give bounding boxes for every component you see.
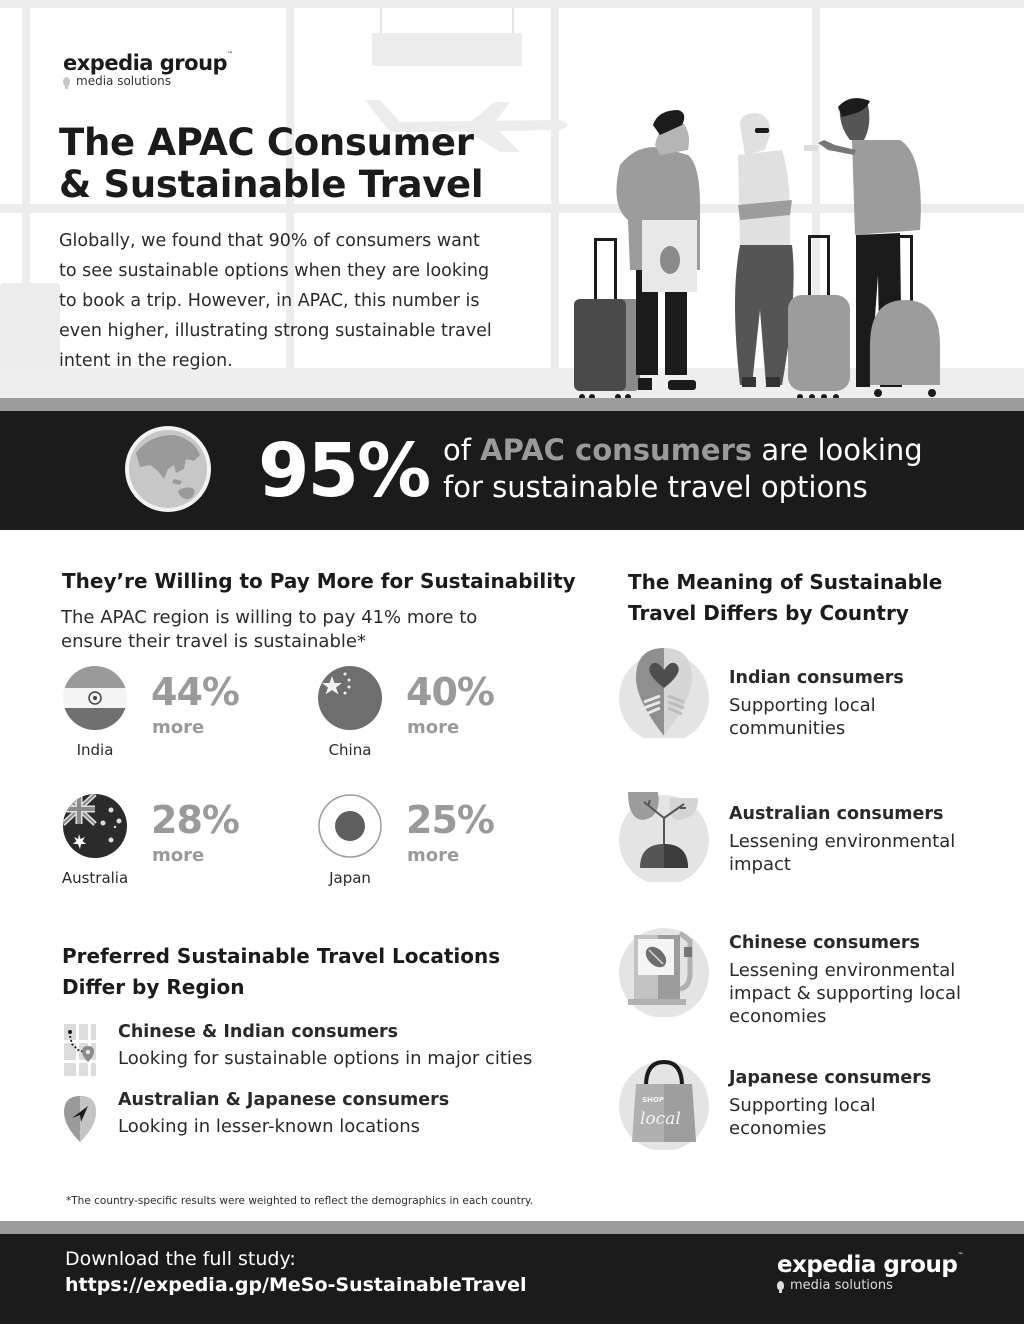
- svg-text:SHOP: SHOP: [642, 1096, 664, 1104]
- travelers-illustration-icon: [560, 95, 960, 398]
- country-stat-india: India 44% more: [63, 666, 313, 766]
- lightbulb-icon: [63, 77, 70, 86]
- logo-sub: media solutions: [777, 1278, 963, 1293]
- study-link[interactable]: https://expedia.gp/MeSo-SustainableTravel: [65, 1274, 527, 1296]
- airport-sign: [372, 33, 522, 66]
- japan-flag-icon: [318, 794, 382, 858]
- intro-text: Globally, we found that 90% of consumers want to see sustainable options when they are looking to book a trip. However, in APAC, this number is even higher, illustrating strong sustainable travel intent in the region.: [59, 231, 492, 371]
- footer: [0, 1234, 1024, 1324]
- sprout-icon: [618, 790, 710, 882]
- shop-local-bag-icon: [618, 1058, 710, 1150]
- footnote: *The country-specific results were weighted to reflect the demographics in each country.: [66, 1195, 534, 1207]
- meaning-heading: The Meaning of Sustainable Travel Differs by Country: [628, 570, 943, 625]
- india-flag-icon: [63, 666, 127, 730]
- logo-brand: expedia group™: [63, 51, 233, 75]
- country-stat-china: China 40% more: [318, 666, 568, 766]
- window-mullion: [551, 0, 559, 398]
- expedia-logo: [777, 1252, 963, 1293]
- stat-value: 95%: [258, 428, 430, 514]
- pct-value: 25%: [406, 798, 494, 842]
- china-flag-icon: [318, 666, 382, 730]
- expedia-logo: [63, 51, 233, 88]
- eco-fuel-pump-icon: [618, 925, 710, 1017]
- location-item: Australian & Japanese consumers Looking in lesser-known locations: [62, 1090, 582, 1146]
- pay-more-heading: They’re Willing to Pay More for Sustainability: [62, 569, 576, 593]
- locations-heading: Preferred Sustainable Travel Locations Differ by Region: [62, 944, 501, 999]
- globe-asia-icon: [124, 425, 212, 513]
- meaning-item: Australian consumers Lessening environmental impact: [618, 790, 1018, 900]
- divider-band: [0, 1221, 1024, 1234]
- australia-flag-icon: [63, 794, 127, 858]
- lightbulb-icon: [777, 1281, 784, 1290]
- meaning-item: SHOP local Japanese consumers Supporting local economies: [618, 1058, 1018, 1168]
- title-line-2: & Sustainable Travel: [59, 163, 484, 206]
- stat-highlight: APAC consumers: [480, 433, 753, 467]
- navigation-pin-icon: [62, 1090, 98, 1146]
- location-item: Chinese & Indian consumers Looking for sustainable options in major cities: [62, 1022, 582, 1078]
- pct-value: 28%: [151, 798, 239, 842]
- page-title: [59, 122, 539, 206]
- hero-section: [0, 0, 1024, 398]
- download-label: Download the full study:: [65, 1248, 296, 1270]
- country-stat-japan: Japan 25% more: [318, 794, 568, 894]
- country-stat-australia: Australia 28% more: [63, 794, 313, 894]
- meaning-item: Chinese consumers Lessening environmental impact & supporting local economies: [618, 925, 1018, 1035]
- pct-value: 40%: [406, 670, 494, 714]
- airport-seat: [0, 283, 60, 373]
- title-line-1: The APAC Consumer: [59, 121, 474, 164]
- window-frame: [0, 0, 1024, 8]
- logo-sub: media solutions: [63, 74, 233, 88]
- pct-value: 44%: [151, 670, 239, 714]
- sign-rod: [380, 8, 382, 33]
- logo-brand: expedia group™: [777, 1252, 963, 1278]
- svg-text:local: local: [640, 1109, 681, 1129]
- heart-hands-icon: [618, 646, 710, 738]
- city-map-route-icon: [62, 1022, 98, 1078]
- divider-band: [0, 398, 1024, 411]
- sign-rod: [512, 8, 514, 33]
- pay-more-lead: The APAC region is willing to pay 41% more to ensure their travel is sustainable*: [61, 607, 478, 652]
- stat-description: of APAC consumers are looking for sustainable travel options: [443, 433, 923, 504]
- meaning-item: Indian consumers Supporting local communities: [618, 646, 1018, 756]
